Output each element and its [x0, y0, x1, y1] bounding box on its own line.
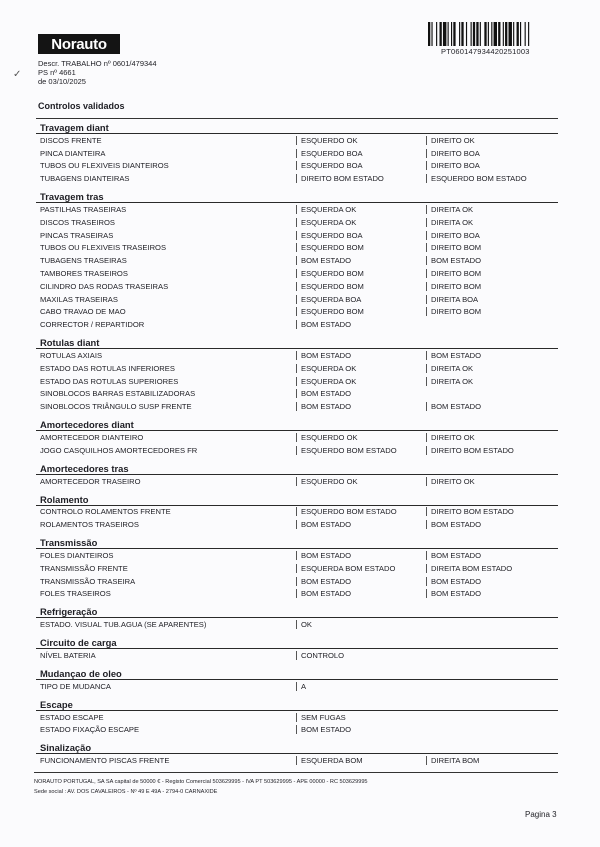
page-title: Controlos validados	[38, 101, 125, 111]
right-side-result: BOM ESTADO	[426, 589, 558, 598]
ps-number: PS nº 4661	[38, 68, 76, 78]
check-row	[36, 388, 558, 401]
check-row	[36, 293, 558, 306]
right-side-result: DIREITA BOA	[426, 295, 558, 304]
right-side-result: DIREITA OK	[426, 364, 558, 373]
check-row	[36, 588, 558, 601]
left-side-result: ESQUERDO OK	[296, 136, 426, 145]
barcode-icon	[428, 22, 562, 46]
section-block	[36, 739, 558, 770]
right-side-result: DIREITO OK	[426, 136, 558, 145]
check-row	[36, 349, 558, 362]
check-item-label: ESTADO. VISUAL TUB.AGUA (SE APARENTES)	[40, 620, 207, 630]
left-side-result: ESQUERDO BOM ESTADO	[296, 446, 426, 455]
right-side-result: BOM ESTADO	[426, 402, 558, 411]
left-side-result: ESQUERDA OK	[296, 377, 426, 386]
left-side-result: ESQUERDA OK	[296, 205, 426, 214]
left-side-result: ESQUERDA OK	[296, 364, 426, 373]
check-item-label: TUBOS OU FLEXIVEIS TRASEIROS	[40, 243, 167, 253]
check-row	[36, 724, 558, 737]
check-item-label: TUBAGENS DIANTEIRAS	[40, 174, 130, 184]
section-block	[36, 603, 558, 634]
section-block	[36, 534, 558, 603]
check-item-label: FOLES DIANTEIROS	[40, 551, 114, 561]
check-item-label: TRANSMISSÃO FRENTE	[40, 563, 128, 573]
checks-table	[36, 119, 558, 770]
check-item-label: TRANSMISSÃO TRASEIRA	[40, 576, 136, 586]
left-side-result: BOM ESTADO	[296, 389, 426, 398]
check-item-label: ESTADO ESCAPE	[40, 712, 104, 722]
left-side-result: ESQUERDO OK	[296, 433, 426, 442]
check-row	[36, 754, 558, 767]
left-side-result: ESQUERDO BOM	[296, 269, 426, 278]
company-registration: NORAUTO PORTUGAL, SA SA capital de 50000 € - Registo Comercial 503629995 - IVA PT 503629995 - APE 00000 - RC 503629995	[34, 779, 368, 785]
right-side-result: BOM ESTADO	[426, 256, 558, 265]
right-side-result: DIREITO BOA	[426, 161, 558, 170]
section-header: Rolamento	[36, 491, 558, 506]
left-side-result: ESQUERDO BOA	[296, 161, 426, 170]
right-side-result: ESQUERDO BOM ESTADO	[426, 174, 558, 183]
left-side-result: BOM ESTADO	[296, 551, 426, 560]
check-row	[36, 306, 558, 319]
section-header: Amortecedores tras	[36, 460, 558, 475]
right-side-result: DIREITA BOM	[426, 756, 558, 765]
right-side-result: DIREITA OK	[426, 218, 558, 227]
section-block	[36, 188, 558, 334]
company-footer	[34, 777, 368, 797]
check-row	[36, 680, 558, 693]
check-row	[36, 400, 558, 413]
check-row	[36, 444, 558, 457]
check-row	[36, 506, 558, 519]
check-row	[36, 431, 558, 444]
left-side-result: DIREITO BOM ESTADO	[296, 174, 426, 183]
section-block	[36, 119, 558, 188]
left-side-result: ESQUERDA BOA	[296, 295, 426, 304]
check-row	[36, 172, 558, 185]
check-item-label: AMORTECEDOR TRASEIRO	[40, 476, 141, 486]
check-row	[36, 575, 558, 588]
left-side-result: ESQUERDA BOM	[296, 756, 426, 765]
section-block	[36, 491, 558, 535]
right-side-result: DIREITO BOA	[426, 231, 558, 240]
work-order-description: Descr. TRABALHO nº 0601/479344	[38, 59, 157, 68]
check-row	[36, 362, 558, 375]
section-header: Circuito de carga	[36, 634, 558, 649]
left-side-result: SEM FUGAS	[296, 713, 426, 722]
check-row	[36, 267, 558, 280]
section-header: Amortecedores diant	[36, 416, 558, 431]
left-side-result: ESQUERDO BOM	[296, 243, 426, 252]
right-side-result: DIREITO BOM ESTADO	[426, 507, 558, 516]
check-item-label: TUBOS OU FLEXIVEIS DIANTEIROS	[40, 161, 169, 171]
section-header: Transmissão	[36, 534, 558, 549]
check-item-label: SINOBLOCOS BARRAS ESTABILIZADORAS	[40, 389, 196, 399]
check-row	[36, 318, 558, 331]
check-item-label: ESTADO DAS ROTULAS INFERIORES	[40, 363, 175, 373]
check-row	[36, 147, 558, 160]
left-side-result: ESQUERDO OK	[296, 477, 426, 486]
section-block	[36, 696, 558, 740]
check-row	[36, 518, 558, 531]
check-item-label: DISCOS FRENTE	[40, 135, 102, 145]
right-side-result: DIREITO BOM ESTADO	[426, 446, 558, 455]
check-item-label: CONTROLO ROLAMENTOS FRENTE	[40, 507, 171, 517]
right-side-result: DIREITO BOA	[426, 149, 558, 158]
right-side-result: BOM ESTADO	[426, 551, 558, 560]
check-row	[36, 711, 558, 724]
right-side-result: DIREITA OK	[426, 377, 558, 386]
check-item-label: FUNCIONAMENTO PISCAS FRENTE	[40, 756, 170, 766]
check-item-label: NÍVEL BATERIA	[40, 651, 96, 660]
left-side-result: BOM ESTADO	[296, 351, 426, 360]
left-side-result: ESQUERDO BOM	[296, 282, 426, 291]
check-row	[36, 254, 558, 267]
right-side-result: DIREITA OK	[426, 205, 558, 214]
section-block	[36, 665, 558, 696]
check-row	[36, 242, 558, 255]
check-item-label: ROTULAS AXIAIS	[40, 351, 103, 361]
barcode-number: PT060147934420251003	[441, 47, 530, 56]
check-row	[36, 229, 558, 242]
check-row	[36, 280, 558, 293]
check-item-label: CILINDRO DAS RODAS TRASEIRAS	[40, 281, 169, 291]
check-row	[36, 618, 558, 631]
check-item-label: CABO TRAVAO DE MAO	[40, 307, 126, 317]
left-side-result: ESQUERDO BOM ESTADO	[296, 507, 426, 516]
left-side-result: BOM ESTADO	[296, 589, 426, 598]
check-item-label: TIPO DE MUDANCA	[40, 681, 111, 691]
check-item-label: ESTADO FIXAÇÃO ESCAPE	[40, 725, 140, 735]
left-side-result: ESQUERDO BOA	[296, 149, 426, 158]
left-side-result: ESQUERDA BOM ESTADO	[296, 564, 426, 573]
section-block	[36, 460, 558, 491]
check-item-label: SINOBLOCOS TRIÂNGULO SUSP FRENTE	[40, 402, 192, 412]
check-row	[36, 134, 558, 147]
right-side-result: DIREITO OK	[426, 477, 558, 486]
check-item-label: ROLAMENTOS TRASEIROS	[40, 520, 139, 530]
check-item-label: AMORTECEDOR DIANTEIRO	[40, 433, 144, 443]
check-item-label: PASTILHAS TRASEIRAS	[40, 205, 127, 215]
right-side-result: DIREITO OK	[426, 433, 558, 442]
check-row	[36, 216, 558, 229]
left-side-result: BOM ESTADO	[296, 725, 426, 734]
section-header: Escape	[36, 696, 558, 711]
right-side-result: BOM ESTADO	[426, 520, 558, 529]
right-side-result: DIREITO BOM	[426, 307, 558, 316]
section-header: Mudançao de oleo	[36, 665, 558, 680]
section-header: Rotulas diant	[36, 334, 558, 349]
work-order-date: de 03/10/2025	[38, 77, 86, 87]
check-row	[36, 549, 558, 562]
section-header: Refrigeração	[36, 603, 558, 618]
check-row	[36, 562, 558, 575]
section-header: Travagem diant	[36, 119, 558, 134]
check-item-label: TUBAGENS TRASEIRAS	[40, 256, 127, 266]
left-side-result: BOM ESTADO	[296, 577, 426, 586]
section-block	[36, 416, 558, 460]
section-block	[36, 634, 558, 665]
check-row	[36, 475, 558, 488]
check-item-label: JOGO CASQUILHOS AMORTECEDORES FR	[40, 445, 198, 455]
check-item-label: PINCA DIANTEIRA	[40, 148, 106, 158]
footer-divider	[34, 772, 558, 773]
left-side-result: ESQUERDO BOA	[296, 231, 426, 240]
left-side-result: ESQUERDO BOM	[296, 307, 426, 316]
section-block	[36, 334, 558, 416]
check-row	[36, 375, 558, 388]
right-side-result: DIREITO BOM	[426, 282, 558, 291]
check-item-label: PINCAS TRASEIRAS	[40, 230, 114, 240]
right-side-result: DIREITO BOM	[426, 269, 558, 278]
check-item-label: ESTADO DAS ROTULAS SUPERIORES	[40, 376, 179, 386]
check-row	[36, 160, 558, 173]
check-item-label: CORRECTOR / REPARTIDOR	[40, 320, 145, 330]
check-item-label: FOLES TRASEIROS	[40, 589, 111, 599]
left-side-result: BOM ESTADO	[296, 320, 426, 329]
check-row	[36, 203, 558, 216]
check-row	[36, 649, 558, 662]
check-item-label: DISCOS TRASEIROS	[40, 217, 115, 227]
right-side-result: DIREITO BOM	[426, 243, 558, 252]
left-side-result: A	[296, 682, 426, 691]
work-order-info	[38, 59, 157, 87]
right-side-result: DIREITA BOM ESTADO	[426, 564, 558, 573]
left-side-result: CONTROLO	[296, 651, 426, 660]
norauto-logo: Norauto	[38, 34, 120, 54]
check-item-label: TAMBORES TRASEIROS	[40, 269, 128, 279]
left-side-result: BOM ESTADO	[296, 256, 426, 265]
right-side-result: BOM ESTADO	[426, 351, 558, 360]
section-header: Sinalização	[36, 739, 558, 754]
left-side-result: BOM ESTADO	[296, 520, 426, 529]
page-number: Pagina 3	[525, 810, 557, 819]
company-address: Sede social : AV. DOS CAVALEIROS - Nº 49 E 49A - 2794-0 CARNAXIDE	[34, 789, 218, 795]
right-side-result: BOM ESTADO	[426, 577, 558, 586]
left-side-result: OK	[296, 620, 426, 629]
left-side-result: BOM ESTADO	[296, 402, 426, 411]
check-item-label: MAXILAS TRASEIRAS	[40, 294, 118, 304]
left-side-result: ESQUERDA OK	[296, 218, 426, 227]
pen-mark-icon: ✓	[13, 69, 22, 80]
section-header: Travagem tras	[36, 188, 558, 203]
